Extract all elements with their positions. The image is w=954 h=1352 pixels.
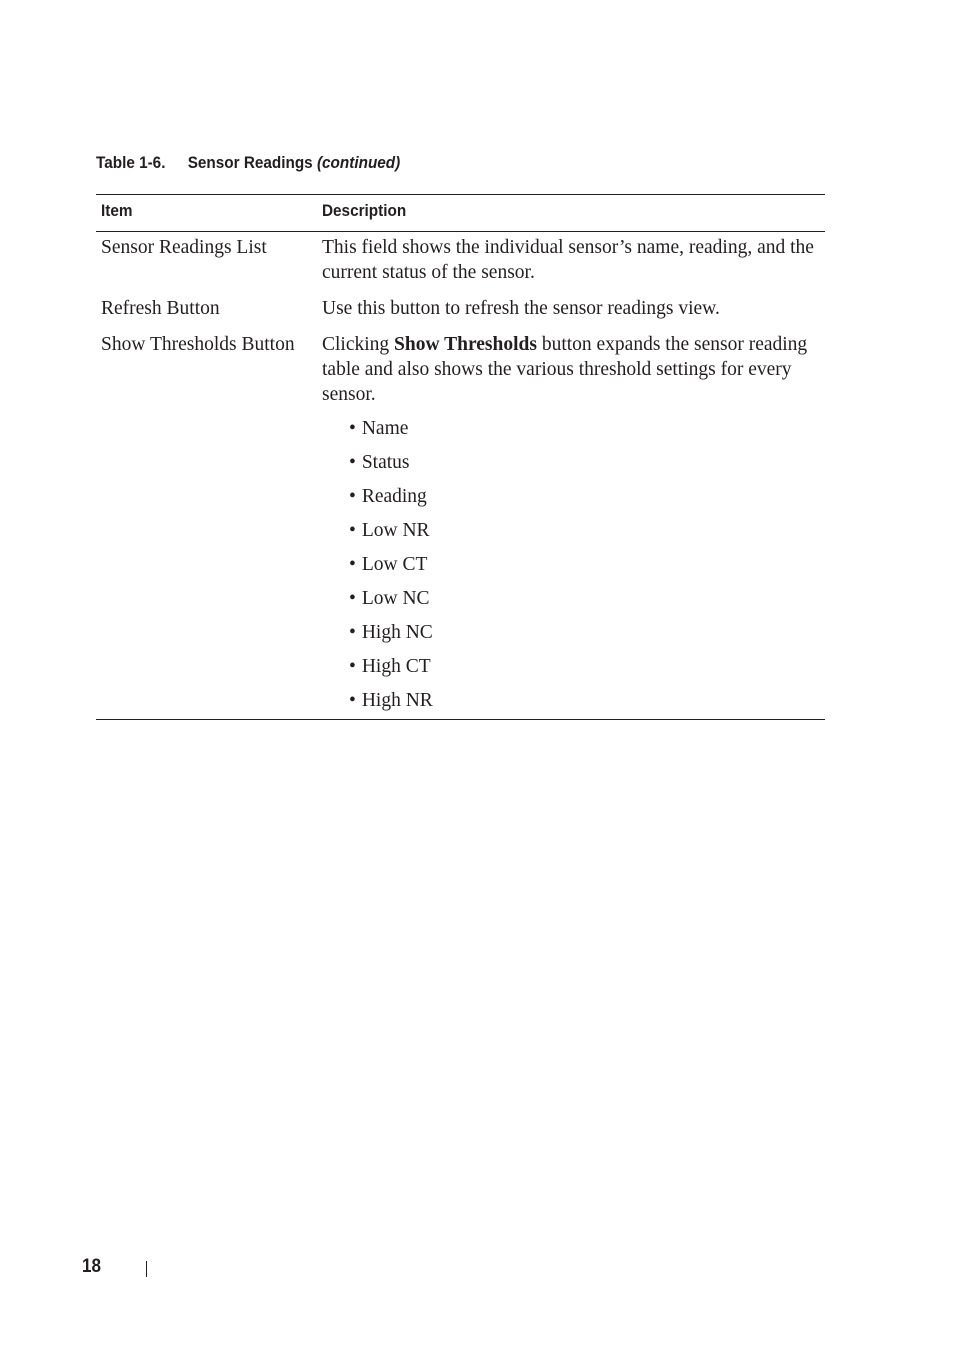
row-item: Refresh Button: [101, 298, 220, 319]
list-item: • Low CT: [349, 554, 428, 575]
footer-divider: [146, 1261, 147, 1277]
sensor-readings-table: [96, 194, 825, 720]
list-item: • High NC: [349, 622, 433, 643]
description-text: button expands the sensor reading table and also shows the various threshold settings for every sensor.: [322, 334, 808, 405]
row-item: Show Thresholds Button: [101, 334, 295, 355]
threshold-list: [322, 416, 822, 713]
list-item: • Low NC: [349, 588, 430, 609]
list-item: • Status: [349, 452, 410, 473]
description-text: Clicking: [322, 334, 395, 355]
row-description: This field shows the individual sensor’s name, reading, and the current status of the sensor.: [322, 237, 814, 283]
table-continued-label: (continued): [316, 153, 401, 172]
table-number: Table 1-6.: [96, 153, 166, 172]
table-row: [96, 285, 825, 321]
list-item: • Name: [349, 418, 409, 439]
table-title: Sensor Readings: [187, 153, 313, 172]
page-number: 18: [82, 1256, 102, 1277]
table-row: [96, 321, 825, 713]
header-description: Description: [322, 201, 407, 220]
table-header-row: [96, 195, 825, 232]
row-item: Sensor Readings List: [101, 237, 267, 258]
list-item: • Low NR: [349, 520, 430, 541]
list-item: • High CT: [349, 656, 431, 677]
description-bold-term: Show Thresholds: [394, 334, 537, 355]
row-description: Use this button to refresh the sensor readings view.: [322, 298, 720, 319]
list-item: • Reading: [349, 486, 427, 507]
row-description: [322, 332, 822, 713]
table-caption: [96, 153, 400, 173]
table-row: [96, 232, 825, 285]
list-item: • High NR: [349, 690, 433, 711]
header-item: Item: [101, 201, 133, 220]
